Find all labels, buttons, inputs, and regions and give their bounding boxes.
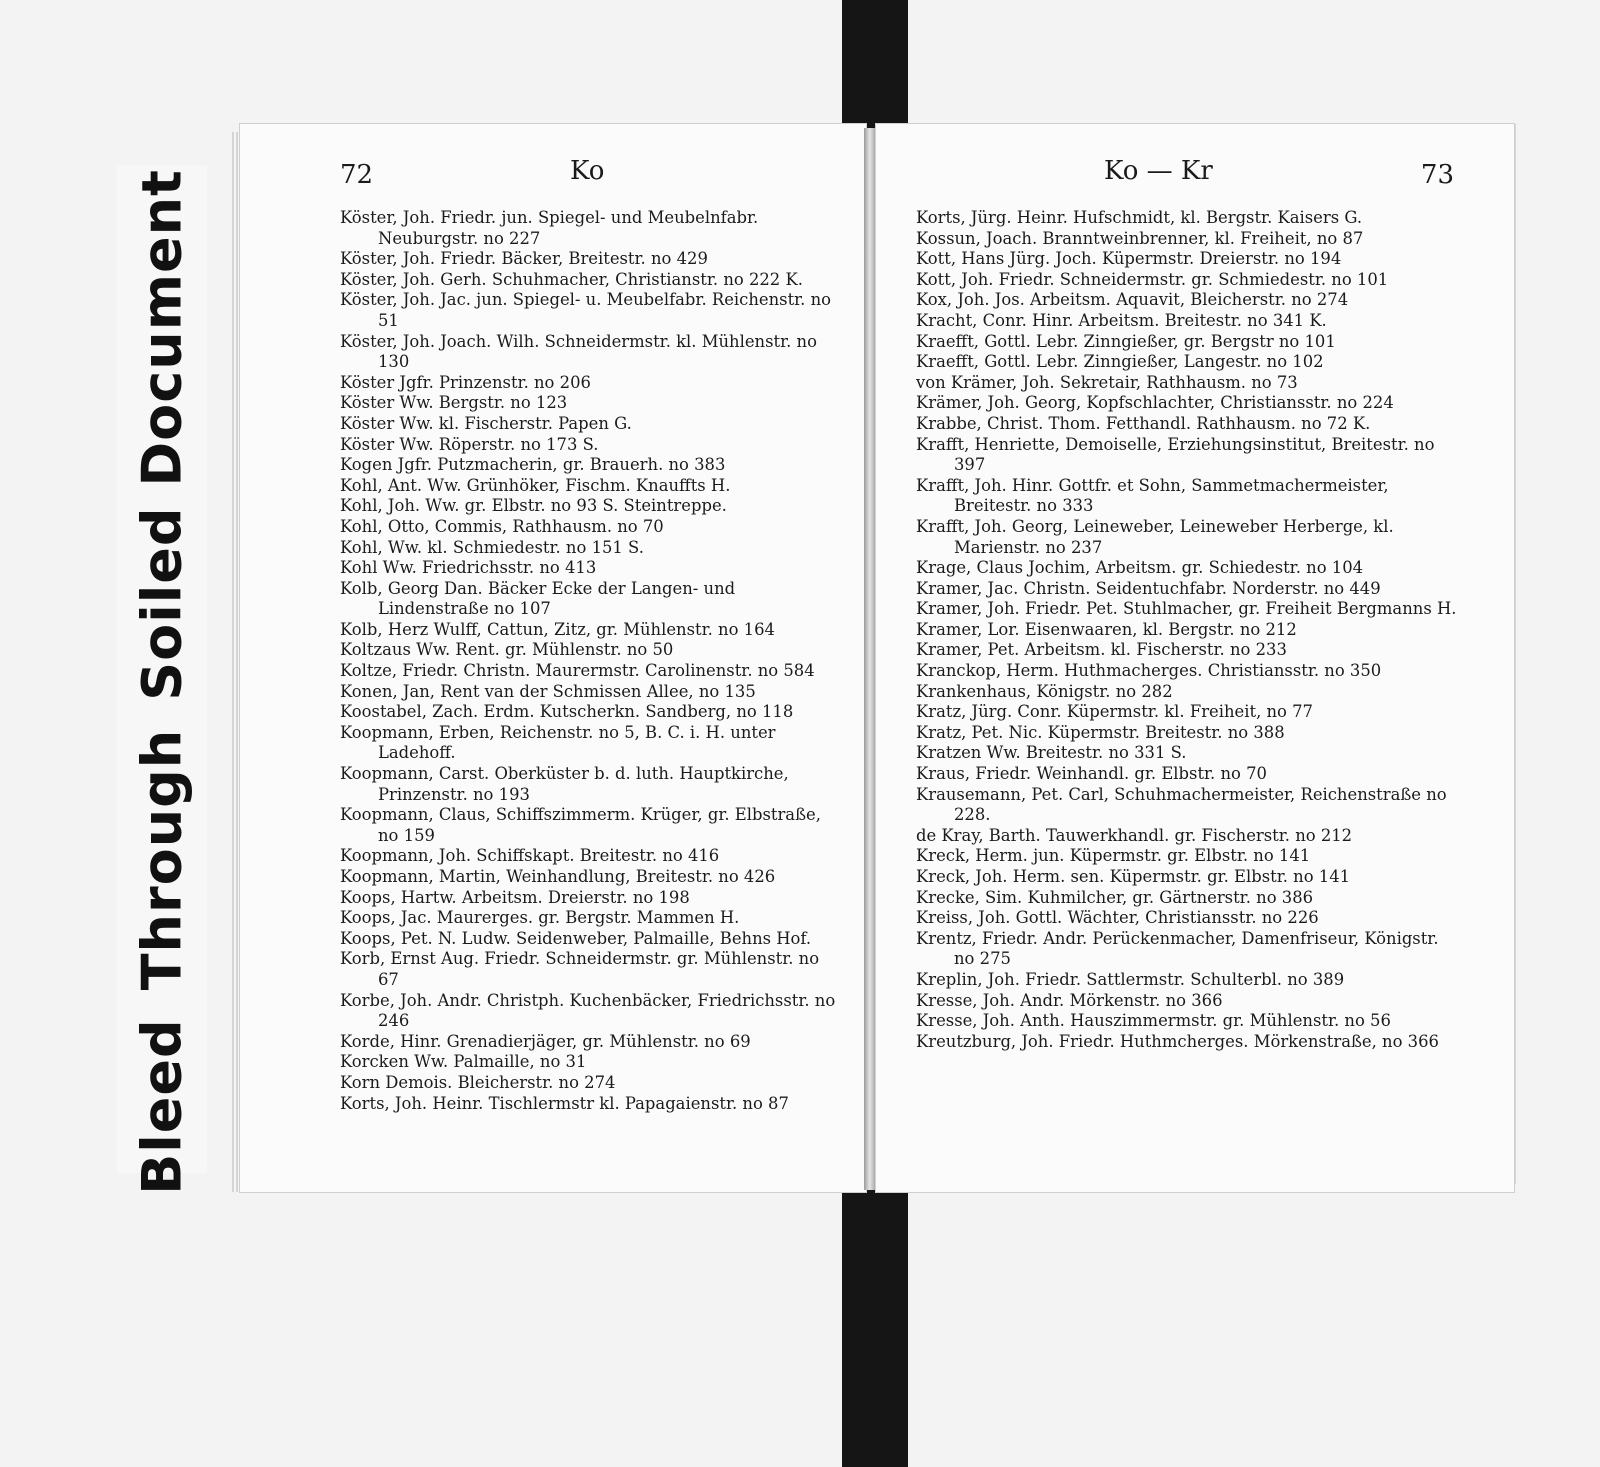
directory-entry: Kresse, Joh. Andr. Mörkenstr. no 366 — [916, 990, 1223, 1010]
directory-entry: Koltze, Friedr. Christn. Maurermstr. Carolinenstr. no 584 — [340, 661, 815, 681]
left-page — [240, 124, 866, 1192]
directory-entry: Krausemann, Pet. Carl, Schuhmachermeister, Reichenstraße no 228. — [916, 784, 1447, 825]
directory-entry: Krafft, Joh. Hinr. Gottfr. et Sohn, Sammetmachermeister, Breitestr. no 333 — [916, 475, 1389, 516]
directory-entry: Kresse, Joh. Anth. Hauszimmermstr. gr. Mühlenstr. no 56 — [916, 1011, 1391, 1031]
directory-entry: Kott, Joh. Friedr. Schneidermstr. gr. Schmiedestr. no 101 — [916, 269, 1389, 289]
directory-entry: Krafft, Joh. Georg, Leineweber, Leineweber Herberge, kl. Marienstr. no 237 — [916, 516, 1394, 557]
directory-entry: Kramer, Joh. Friedr. Pet. Stuhlmacher, gr. Freiheit Bergmanns H. — [916, 599, 1457, 619]
directory-entry: Kohl, Ww. kl. Schmiedestr. no 151 S. — [340, 537, 644, 557]
directory-entry: Koopmann, Joh. Schiffskapt. Breitestr. no 416 — [340, 846, 720, 866]
bleed-through-stamp — [131, 141, 194, 1195]
directory-entry: Kramer, Jac. Christn. Seidentuchfabr. Norderstr. no 449 — [916, 578, 1381, 598]
directory-entry: Korde, Hinr. Grenadierjäger, gr. Mühlenstr. no 69 — [340, 1031, 751, 1051]
directory-entry: Krafft, Henriette, Demoiselle, Erziehungsinstitut, Breitestr. no 397 — [916, 434, 1435, 475]
directory-entry: Kreutzburg, Joh. Friedr. Huthmcherges. Mörkenstraße, no 366 — [916, 1031, 1439, 1051]
directory-entry: Kramer, Lor. Eisenwaaren, kl. Bergstr. no 212 — [916, 619, 1297, 639]
directory-entry: Kohl, Ant. Ww. Grünhöker, Fischm. Knauffts H. — [340, 475, 731, 495]
stamp-word-bleed: Bleed — [130, 1018, 194, 1195]
bookmark-ribbon-bottom — [842, 1190, 908, 1467]
directory-entry: Koostabel, Zach. Erdm. Kutscherkn. Sandberg, no 118 — [340, 702, 794, 722]
directory-entry: Kott, Hans Jürg. Joch. Küpermstr. Dreierstr. no 194 — [916, 249, 1342, 269]
directory-entry: Koltzaus Ww. Rent. gr. Mühlenstr. no 50 — [340, 640, 674, 660]
directory-entry: Korbe, Joh. Andr. Christph. Kuchenbäcker, Friedrichsstr. no 246 — [340, 990, 836, 1031]
right-page-heading: Ko — Kr — [1104, 156, 1213, 186]
directory-entry: Kraus, Friedr. Weinhandl. gr. Elbstr. no 70 — [916, 764, 1267, 784]
directory-entry: Kratz, Pet. Nic. Küpermstr. Breitestr. no 388 — [916, 722, 1285, 742]
directory-entry: Koops, Jac. Maurerges. gr. Bergstr. Mammen H. — [340, 908, 740, 928]
left-page-number: 72 — [340, 160, 374, 190]
directory-entry: Kracht, Conr. Hinr. Arbeitsm. Breitestr. no 341 K. — [916, 310, 1327, 330]
directory-entry: Kramer, Pet. Arbeitsm. kl. Fischerstr. no 233 — [916, 640, 1287, 660]
directory-entry: Koopmann, Carst. Oberküster b. d. luth. Hauptkirche, Prinzenstr. no 193 — [340, 764, 789, 804]
directory-entry: Krentz, Friedr. Andr. Perückenmacher, Damenfriseur, Königstr. no 275 — [916, 928, 1439, 969]
right-page — [876, 124, 1514, 1192]
directory-entry: Krabbe, Christ. Thom. Fetthandl. Rathhausm. no 72 K. — [916, 413, 1371, 433]
directory-entry: Kreplin, Joh. Friedr. Sattlermstr. Schulterbl. no 389 — [916, 969, 1345, 989]
directory-entry: Koops, Hartw. Arbeitsm. Dreierstr. no 198 — [340, 887, 690, 907]
directory-entry: Köster, Joh. Jac. jun. Spiegel- u. Meubelfabr. Reichenstr. no 51 — [340, 290, 832, 330]
directory-entry: Koopmann, Martin, Weinhandlung, Breitestr. no 426 — [340, 867, 776, 886]
directory-entry: Kohl Ww. Friedrichsstr. no 413 — [340, 558, 597, 578]
directory-entry: Korb, Ernst Aug. Friedr. Schneidermstr. gr. Mühlenstr. no 67 — [340, 949, 820, 989]
directory-entry: Köster Ww. Bergstr. no 123 — [340, 393, 568, 413]
right-entry-list — [916, 208, 1460, 1052]
left-entry-list — [340, 208, 836, 1114]
directory-entry: Kratz, Jürg. Conr. Küpermstr. kl. Freiheit, no 77 — [916, 702, 1313, 722]
directory-entry: Korn Demois. Bleicherstr. no 274 — [340, 1072, 616, 1092]
directory-entry: Korts, Joh. Heinr. Tischlermstr kl. Papagaienstr. no 87 — [340, 1093, 789, 1113]
directory-entry: Kreck, Joh. Herm. sen. Küpermstr. gr. Elbstr. no 141 — [916, 867, 1351, 886]
directory-entry: Kreiss, Joh. Gottl. Wächter, Christiansstr. no 226 — [916, 908, 1319, 928]
directory-entry: Koopmann, Erben, Reichenstr. no 5, B. C. i. H. unter Ladehoff. — [340, 722, 776, 763]
directory-entry: Konen, Jan, Rent van der Schmissen Allee, no 135 — [340, 681, 756, 701]
directory-entry: Kohl, Otto, Commis, Rathhausm. no 70 — [340, 516, 664, 536]
directory-entry: Koopmann, Claus, Schiffszimmerm. Krüger, gr. Elbstraße, no 159 — [340, 805, 821, 845]
directory-entry: Köster, Joh. Joach. Wilh. Schneidermstr. kl. Mühlenstr. no 130 — [340, 331, 817, 372]
directory-entry: Kogen Jgfr. Putzmacherin, gr. Brauerh. no 383 — [340, 455, 726, 475]
directory-entry: Krecke, Sim. Kuhmilcher, gr. Gärtnerstr. no 386 — [916, 887, 1314, 907]
directory-entry: Kratzen Ww. Breitestr. no 331 S. — [916, 743, 1187, 763]
directory-entry: Krämer, Joh. Georg, Kopfschlachter, Christiansstr. no 224 — [916, 393, 1394, 413]
directory-entry: Kohl, Joh. Ww. gr. Elbstr. no 93 S. Steintreppe. — [340, 496, 727, 516]
directory-entry: de Kray, Barth. Tauwerkhandl. gr. Fischerstr. no 212 — [916, 825, 1353, 845]
bookmark-ribbon-top — [842, 0, 908, 132]
directory-entry: Kraefft, Gottl. Lebr. Zinngießer, gr. Bergstr no 101 — [916, 331, 1336, 351]
directory-entry: Kossun, Joach. Branntweinbrenner, kl. Freiheit, no 87 — [916, 228, 1364, 248]
directory-entry: Koops, Pet. N. Ludw. Seidenweber, Palmaille, Behns Hof. — [340, 928, 812, 948]
directory-entry: Krankenhaus, Königstr. no 282 — [916, 681, 1173, 701]
left-page-heading: Ko — [570, 156, 605, 186]
right-page-number: 73 — [1420, 160, 1454, 190]
directory-entry: Köster, Joh. Friedr. jun. Spiegel- und Meubelnfabr. Neuburgstr. no 227 — [340, 208, 759, 248]
directory-entry: Köster Ww. Röperstr. no 173 S. — [340, 434, 599, 454]
stamp-word-through: Through — [130, 728, 194, 991]
directory-entry: Köster Ww. kl. Fischerstr. Papen G. — [340, 413, 632, 433]
directory-entry: Korcken Ww. Palmaille, no 31 — [340, 1052, 587, 1072]
directory-entry: Köster Jgfr. Prinzenstr. no 206 — [340, 372, 591, 392]
directory-entry: Krage, Claus Jochim, Arbeitsm. gr. Schiedestr. no 104 — [916, 558, 1364, 578]
directory-entry: Kox, Joh. Jos. Arbeitsm. Aquavit, Bleicherstr. no 274 — [916, 290, 1349, 310]
directory-entry: Kolb, Georg Dan. Bäcker Ecke der Langen- und Lindenstraße no 107 — [340, 578, 736, 619]
directory-entry: Kreck, Herm. jun. Küpermstr. gr. Elbstr. no 141 — [916, 846, 1311, 866]
directory-entry: Kranckop, Herm. Huthmacherges. Christiansstr. no 350 — [916, 661, 1382, 681]
stamp-word-soiled: Soiled Document — [130, 169, 194, 701]
directory-entry: Kraefft, Gottl. Lebr. Zinngießer, Langestr. no 102 — [916, 352, 1324, 372]
directory-entry: Korts, Jürg. Heinr. Hufschmidt, kl. Bergstr. Kaisers G. — [916, 208, 1363, 227]
directory-entry: Köster, Joh. Gerh. Schuhmacher, Christianstr. no 222 K. — [340, 269, 803, 289]
directory-entry: von Krämer, Joh. Sekretair, Rathhausm. no 73 — [916, 372, 1298, 392]
directory-entry: Kolb, Herz Wulff, Cattun, Zitz, gr. Mühlenstr. no 164 — [340, 619, 775, 639]
directory-entry: Köster, Joh. Friedr. Bäcker, Breitestr. no 429 — [340, 249, 708, 269]
